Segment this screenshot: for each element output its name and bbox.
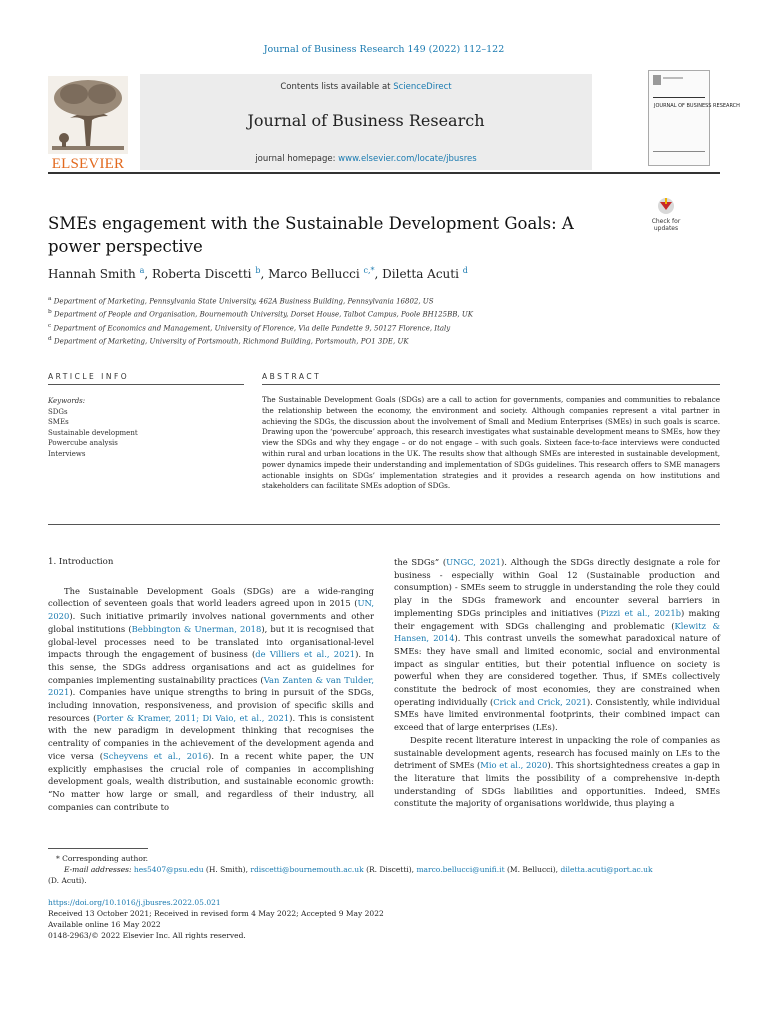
author-name[interactable]: Roberta Discetti [152, 267, 252, 281]
received-dates: Received 13 October 2021; Received in revised form 4 May 2022; Accepted 9 May 2022 [48, 909, 384, 918]
footnotes [48, 853, 720, 886]
abstract-rule [262, 384, 720, 385]
email-link[interactable]: diletta.acuti@port.ac.uk [560, 865, 653, 874]
doi-link[interactable]: https://doi.org/10.1016/j.jbusres.2022.05.021 [48, 898, 221, 907]
keyword-item: SMEs [48, 418, 69, 426]
homepage-link[interactable]: www.elsevier.com/locate/jbusres [338, 154, 477, 164]
available-online: Available online 16 May 2022 [48, 920, 161, 929]
keywords-block [48, 396, 138, 459]
author-name[interactable]: Hannah Smith [48, 267, 136, 281]
email-tail: (D. Acuti). [48, 876, 87, 885]
body-paragraph: Despite recent literature interest in unpacking the role of companies as sustainable development agents, research has focused mainly on LEs to the detriment of SMEs (Mio et al., 2020). This shortsightedness creates a gap in the literature that limits the possibility of a comprehensive in-depth understanding of SDGs liabilities and opportunities. Indeed, SMEs constitute the majority of organisations worldwide, thus playing a [394, 734, 720, 809]
abstract-heading: ABSTRACT [262, 372, 322, 381]
info-rule [48, 384, 244, 385]
cover-title-text: JOURNAL OF BUSINESS RESEARCH [654, 103, 740, 109]
journal-title: Journal of Business Research [247, 111, 485, 130]
author-affil-sup[interactable]: c,* [363, 266, 375, 275]
journal-homepage [140, 154, 592, 164]
journal-citation[interactable]: Journal of Business Research 149 (2022) 112–122 [263, 44, 505, 55]
citation-link[interactable]: UNGC, 2021 [446, 557, 501, 567]
body-paragraph: The Sustainable Development Goals (SDGs) are a wide-ranging collection of seventeen goals that world leaders agreed upon in 2015 (UN, 2020). Such initiative primarily involves national governments and other global institutions (Bebbington & Unerman, 2018), but it is recognised that global-level processes need to be translated into organisational-level impacts through the engagement of business (de Villiers et al., 2021). In this sense, the SDGs address organisations and act as guidelines for companies implementing sustainability practices (Van Zanten & van Tulder, 2021). Companies have unique strengths to bring in pursuit of the SDGs, including innovation, responsiveness, and provision of specific skills and resources (Porter & Kramer, 2011; Di Vaio, et al., 2021). This is consistent with the new paradigm in development thinking that recognises the centrality of companies in the achievement of the development agenda and vice versa (Scheyvens et al., 2016). In a recent white paper, the UN explicitly emphasises the crucial role of companies in accomplishing development goals, wealth distribution, and sustainable economic growth: “No matter how large or small, and regardless of their industry, all companies can contribute to [48, 585, 374, 812]
contents-prefix: Contents lists available at [280, 82, 394, 92]
citation-link[interactable]: de Villiers et al., 2021 [255, 649, 356, 660]
keyword-item: SDGs [48, 407, 68, 416]
author-name[interactable]: Diletta Acuti [382, 267, 459, 281]
email-link[interactable]: marco.bellucci@unifi.it [416, 865, 505, 874]
body-column-right [394, 556, 720, 810]
footnote-rule [48, 848, 148, 849]
journal-cover-thumbnail [648, 70, 740, 166]
citation-link[interactable]: Porter & Kramer, 2011; Di Vaio, et al., 2021 [96, 712, 290, 723]
publisher-logo-text: ELSEVIER [51, 156, 125, 172]
keyword-item: Powercube analysis [48, 439, 118, 447]
author-list: Hannah Smith $^a$, Roberta Discetti $^b$, Marco Bellucci $^{c,*}$, Diletta Acuti $^d$ [48, 266, 468, 281]
affiliation-line: $^b$ Department of People and Organisation, Bournemouth University, Dorset House, Talbot Campus, Poole BH125BB, UK [48, 309, 473, 319]
publication-info [48, 897, 384, 941]
affiliation-line: $^d$ Department of Marketing, University of Portsmouth, Richmond Building, Portsmouth, PO1 3DE, UK [48, 335, 409, 346]
copyright: 0148-2963/© 2022 Elsevier Inc. All rights reserved. [48, 931, 246, 940]
author-affil-sup[interactable]: a [139, 266, 145, 275]
body-paragraph: the SDGs” (UNGC, 2021). Although the SDGs directly designate a role for business - especially within Goal 12 (Sustainable production and consumption) - SMEs seem to struggle in understanding the role they could play in the SDGs framework and encounter several barriers in implementing SDGs principles and initiatives (Pizzi et al., 2021b) making their engagement with SDGs challenging and problematic (Klewitz & Hansen, 2014). This contrast unveils the somewhat paradoxical nature of SMEs: they have small and limited economic, social and environmental impact as singular entities, but their potential influence on society is powerful when they are considered together. Thus, if SMEs collectively constitute the bedrock of most economies, they are constrained when operating individually (Crick and Crick, 2021). Consistently, while individual SMEs have limited environmental footprints, their combined impact can exceed that of large enterprises (LEs). [394, 557, 720, 733]
header-rule [48, 172, 720, 174]
journal-banner [140, 74, 592, 170]
citation-link[interactable]: Pizzi et al., 2021b [600, 607, 682, 618]
author-name[interactable]: Marco Bellucci [268, 267, 360, 281]
keywords-label: Keywords: [48, 397, 86, 405]
author-affil-sup[interactable]: b [255, 266, 261, 275]
keyword-item: Interviews [48, 449, 86, 458]
citation-link[interactable]: UN, 2020 [48, 598, 374, 622]
journal-header [48, 70, 740, 172]
article-title: SMEs engagement with the Sustainable Development Goals: A power perspective [48, 214, 574, 256]
citation-link[interactable]: Van Zanten & van Tulder, 2021 [48, 674, 374, 698]
keyword-item: Sustainable development [48, 428, 138, 437]
homepage-label: journal homepage: [255, 154, 339, 164]
citation-link[interactable]: Mio et al., 2020 [480, 760, 548, 771]
affiliation-line: $^a$ Department of Marketing, Pennsylvania State University, 462A Business Building, Pennsylvania 16802, US [48, 296, 434, 306]
badge-line2: updates [653, 225, 679, 232]
email-link[interactable]: hes5407@psu.edu [133, 865, 204, 874]
email-link[interactable]: rdiscetti@bournemouth.ac.uk [250, 865, 364, 874]
section-heading: 1. Introduction [48, 557, 114, 567]
abstract-text: The Sustainable Development Goals (SDGs) are a call to action for governments, companies and communities to rebalance the relationship between the economy, the environment and society. Although companies represent a vital partner in achieving the SDGs, the discussion about the involvement of Small and Medium Enterprises (SMEs) in such goals is scarce. Drawing upon the ‘powercube’ approach, this research investigates what sustainable development means to SMEs, how they view the SDGs and why they engage – or do not engage – with such goals. Sixteen face-to-face interviews were conducted within rural and urban locations in the UK. The results show that although SMEs are interested in sustainable development, power dynamics impede their understanding and implementation of SDGs guidelines. This research offers to SME managers actionable insights on SDGs’ implementation strategies and it provides a research agenda on how institutions and stakeholders can facilitate SMEs adoption of SDGs. [262, 395, 720, 491]
check-for-updates-badge[interactable] [646, 196, 686, 236]
author-affil-sup[interactable]: d [462, 266, 468, 275]
body-column-left [48, 556, 374, 813]
citation-link[interactable]: Bebbington & Unerman, 2018 [131, 623, 262, 634]
corresponding-author-note: * Corresponding author. [56, 854, 149, 863]
email-addresses: E-mail addresses: hes5407@psu.edu (H. Smith), rdiscetti@bournemouth.ac.uk (R. Discetti), marco.bellucci@unifi.it (M. Bellucci), diletta.acuti@port.ac.uk [64, 865, 653, 874]
badge-line1: Check for [651, 218, 681, 225]
citation-link[interactable]: Klewitz & Hansen, 2014 [394, 620, 720, 644]
citation-link[interactable]: Crick and Crick, 2021 [493, 696, 587, 707]
affiliation-line: $^c$ Department of Economics and Management, University of Florence, Via delle Pandette 9, 50127 Florence, Italy [48, 322, 451, 332]
affiliations [48, 294, 473, 347]
contents-line [140, 82, 592, 92]
abstract-bottom-rule [48, 524, 720, 525]
citation-link[interactable]: Scheyvens et al., 2016 [103, 750, 209, 761]
elsevier-tree-logo [48, 76, 128, 172]
sciencedirect-link[interactable]: ScienceDirect [393, 82, 452, 92]
article-info-heading: ARTICLE INFO [48, 372, 130, 381]
